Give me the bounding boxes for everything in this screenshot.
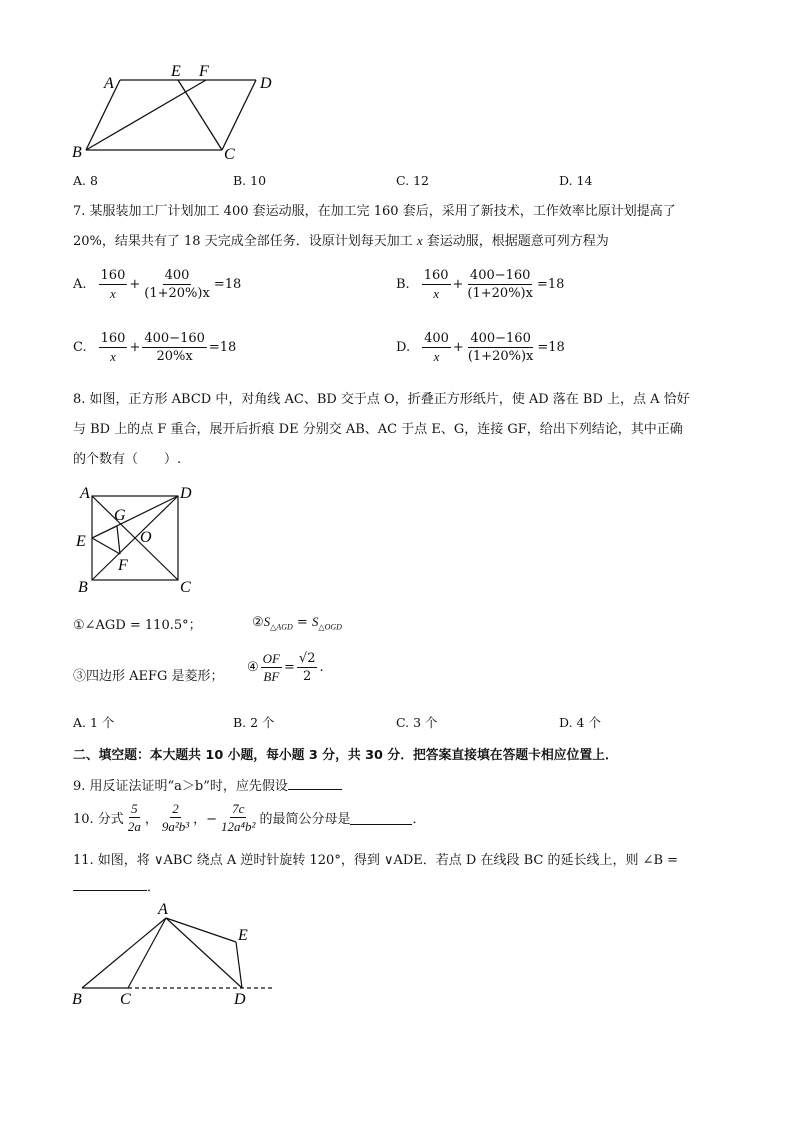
q8-option-c[interactable]: C. 3 个 [396,715,438,730]
q8-conclusion-1: ①∠AGD = 110.5°； [73,618,202,633]
option-label: B. [396,277,410,292]
point-label-D: D [234,991,246,1008]
point-label-E: E [238,927,248,944]
point-label-G: G [114,507,126,524]
q9 [73,775,342,794]
q11-answer-blank[interactable] [73,876,147,891]
q10: 10. 分式 $\frac{5}{2a}$ ， $\frac{2}{\text{9a²b³}}$ ，− $\frac{7c}{\text{12a⁴b²}}$ 的最简公分母是 ． [73,801,426,834]
point-label-A: A [158,901,168,918]
plus-sign: + [129,277,141,292]
q9-answer-blank[interactable] [288,789,342,790]
fraction: $\frac{400}{(1+20\%)x}$ [144,268,210,301]
point-label-A: A [104,75,114,92]
rotation-figure [66,898,281,1010]
fraction: $\frac{400-160}{(1+20\%)x}$ [467,268,533,301]
fraction: $\frac{400-160}{20\%x}$ [144,331,205,364]
point-label-B: B [72,991,82,1008]
point-label-O: O [140,529,152,546]
point-label-B: B [78,579,88,596]
q7-stem-text: 20%，结果共有了 18 天完成全部任务．设原计划每天加工 [73,234,417,249]
q6-option-d[interactable]: D. 14 [559,173,593,188]
q6-option-a[interactable]: A. 8 [73,173,98,188]
q11-stem: 11. 如图，将 ∨ABC 绕点 A 逆时针旋转 120°，得到 ∨ADE．若点 D 在线段 BC 的延长线上，则 ∠B = [73,853,679,868]
plus-sign: + [129,340,141,355]
equation-rhs: =18 [208,340,237,355]
option-label: A. [73,277,87,292]
q6-option-b[interactable]: B. 10 [233,173,267,188]
q9-text: 9. 用反证法证明“a＞b”时，应先假设 [73,779,288,794]
q8-conclusion-4: ④ $\frac{OF}{BF}$ = $\frac{√2}{2}$ . [247,651,324,684]
plus-sign: + [452,277,464,292]
point-label-B: B [72,144,82,161]
equation-rhs: =18 [537,340,565,355]
section-heading: 二、填空题：本大题共 10 小题，每小题 3 分，共 30 分．把答案直接填在答题卡相应位置上． [73,748,618,763]
q7-variable: x [416,233,423,248]
q8-option-b[interactable]: B. 2 个 [233,715,275,730]
plus-sign: + [452,340,464,355]
point-label-D: D [260,75,272,92]
q8-stem-line2: 与 BD 上的点 F 重合，展开后折痕 DE 分别交 AB、AC 于点 E、G，连接 GF，给出下列结论，其中正确 [73,422,683,437]
parallelogram-figure [66,60,296,168]
fraction: $\frac{160}{x}$ [100,331,126,364]
q8-stem-line3: 的个数有（ ）. [73,452,182,467]
option-label: D. [396,340,411,355]
point-label-E: E [76,533,86,550]
q7-stem-line2 [73,230,609,253]
q7-option-d[interactable] [396,331,565,364]
q11-answer-line: ． [73,876,160,895]
q8-option-d[interactable]: D. 4 个 [559,715,601,730]
fraction: $\frac{400}{x}$ [424,331,449,364]
fraction: $\frac{160}{x}$ [100,268,126,301]
square-figure [70,480,200,598]
q6-option-c[interactable]: C. 12 [396,173,429,188]
q8-conclusion-2: $②S_{\triangle AGD} = S_{\triangle OGD}$ [252,614,342,632]
q7-option-c[interactable] [73,331,236,364]
fraction: $\frac{160}{x}$ [423,268,449,301]
point-label-D: D [180,485,192,502]
option-label: C. [73,340,87,355]
q7-option-a[interactable] [73,268,241,301]
point-label-C: C [120,991,131,1008]
q8-conclusion-3: ③四边形 AEFG 是菱形； [73,669,224,684]
q8-stem-line1: 8. 如图，正方形 ABCD 中，对角线 AC、BD 交于点 O，折叠正方形纸片，使 AD 落在 BD 上，点 A 恰好 [73,392,690,407]
q7-stem-line1: 7. 某服装加工厂计划加工 400 套运动服，在加工完 160 套后，采用了新技术，工作效率比原计划提高了 [73,204,676,219]
point-label-C: C [224,146,235,163]
equation-rhs: =18 [213,277,242,292]
point-label-F: F [118,557,128,574]
q7-option-b[interactable] [396,268,564,301]
q7-stem-text-end: 套运动服，根据题意可列方程为 [422,234,609,249]
q10-answer-blank[interactable] [350,810,412,825]
q8-option-a[interactable]: A. 1 个 [73,715,115,730]
point-label-E: E [171,63,181,80]
fraction: $\frac{400-160}{(1+20\%)x}$ [467,331,534,364]
point-label-A: A [80,485,90,502]
point-label-C: C [180,579,191,596]
point-label-F: F [199,63,209,80]
equation-rhs: =18 [536,277,565,292]
